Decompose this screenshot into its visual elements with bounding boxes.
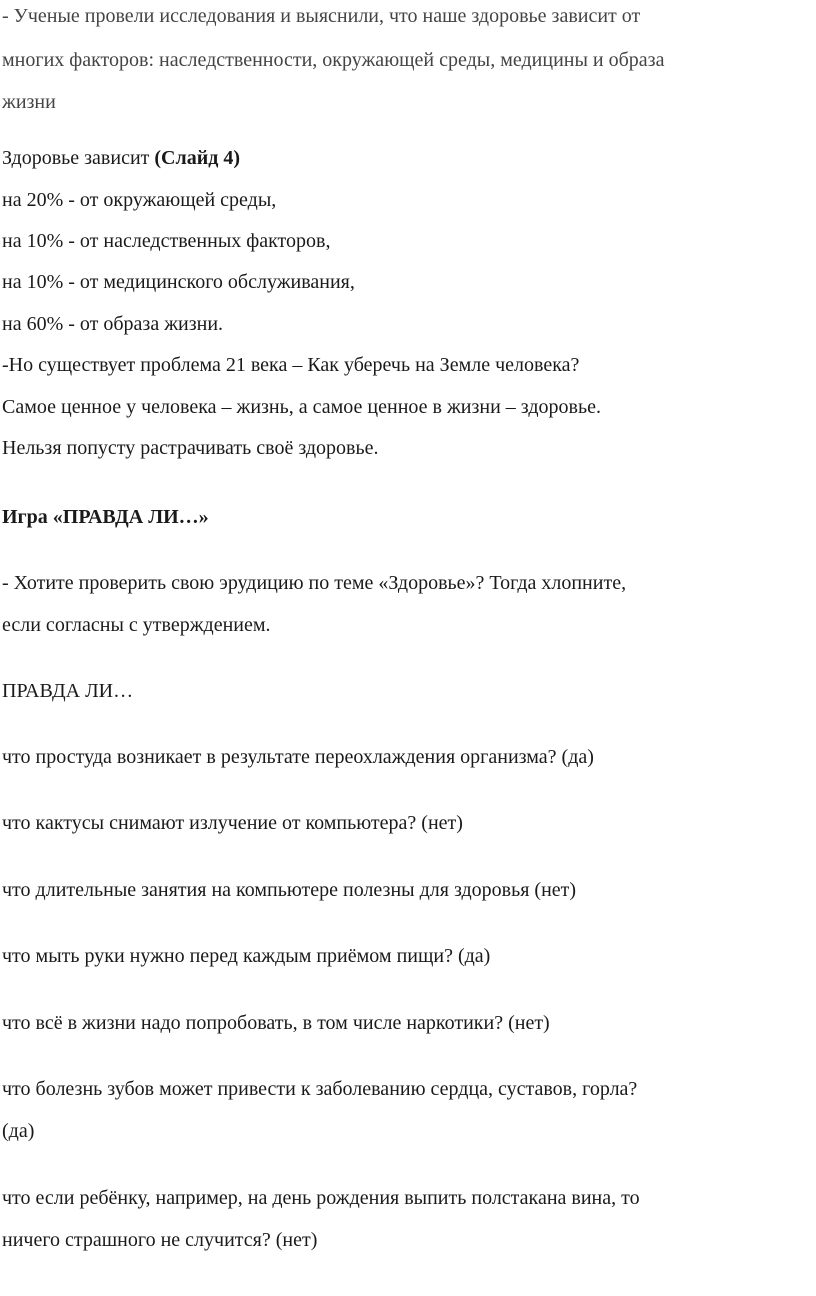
value-statement: Самое ценное у человека – жизнь, а самое ценное в жизни – здоровье. bbox=[2, 396, 601, 418]
game-lead: ПРАВДА ЛИ… bbox=[2, 680, 134, 702]
health-factor-medicine: на 10% - от медицинского обслуживания, bbox=[2, 271, 355, 293]
health-factor-environment: на 20% - от окружающей среды, bbox=[2, 189, 277, 211]
intro-line-3: жизни bbox=[2, 91, 56, 113]
health-factor-lifestyle: на 60% - от образа жизни. bbox=[2, 313, 224, 335]
question-2: что кактусы снимают излучение от компьютера? (нет) bbox=[2, 812, 463, 834]
health-heading bbox=[2, 146, 240, 170]
question-3: что длительные занятия на компьютере полезны для здоровья (нет) bbox=[2, 879, 577, 901]
waste-statement: Нельзя попусту растрачивать своё здоровье. bbox=[2, 437, 379, 459]
health-heading-text: Здоровье зависит bbox=[2, 147, 155, 169]
intro-line-1: - Ученые провели исследования и выяснили, что наше здоровье зависит от bbox=[2, 5, 641, 27]
question-1: что простуда возникает в результате переохлаждения организма? (да) bbox=[2, 746, 594, 768]
question-5: что всё в жизни надо попробовать, в том числе наркотики? (нет) bbox=[2, 1012, 550, 1034]
question-6-line-1: что болезнь зубов может привести к заболеванию сердца, суставов, горла? bbox=[2, 1078, 638, 1100]
health-factor-heredity: на 10% - от наследственных факторов, bbox=[2, 230, 331, 252]
question-6-line-2: (да) bbox=[2, 1120, 35, 1142]
game-prompt-line-2: если согласны с утверждением. bbox=[2, 614, 271, 636]
question-4: что мыть руки нужно перед каждым приёмом пищи? (да) bbox=[2, 945, 491, 967]
slide-reference: (Слайд 4) bbox=[154, 147, 241, 169]
game-title: Игра «ПРАВДА ЛИ…» bbox=[2, 506, 209, 528]
problem-statement: -Но существует проблема 21 века – Как уберечь на Земле человека? bbox=[2, 354, 580, 376]
question-7-line-2: ничего страшного не случится? (нет) bbox=[2, 1229, 318, 1251]
question-7-line-1: что если ребёнку, например, на день рождения выпить полстакана вина, то bbox=[2, 1187, 640, 1209]
intro-line-2: многих факторов: наследственности, окружающей среды, медицины и образа bbox=[2, 49, 665, 71]
game-prompt-line-1: - Хотите проверить свою эрудицию по теме «Здоровье»? Тогда хлопните, bbox=[2, 572, 627, 594]
